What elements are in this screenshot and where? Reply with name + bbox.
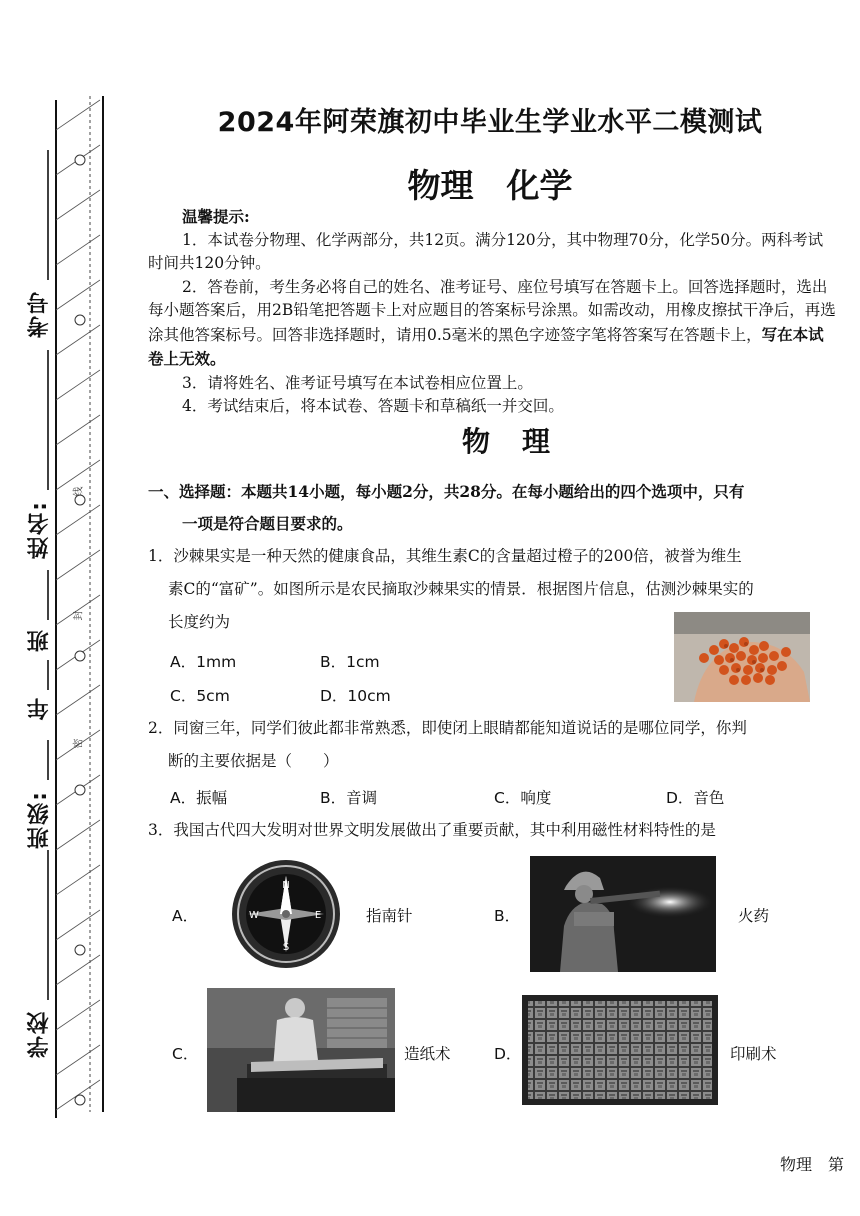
name-label: 姓名: <box>27 500 52 559</box>
tip-item-2 <box>148 276 838 372</box>
exam-title: 2024年阿荣旗初中毕业生学业水平二模测试 <box>217 107 763 138</box>
exam-number-label: 考号 <box>27 290 52 338</box>
question-1-line-3: 长度约为 <box>168 613 231 631</box>
q3-option-a-letter[interactable]: A． <box>172 907 199 925</box>
q3-option-d-label: 印刷术 <box>730 1045 777 1063</box>
compass-e: E <box>314 910 322 921</box>
class-char-label: 班 <box>27 628 52 652</box>
exam-subtitle: 物理 化学 <box>407 166 573 205</box>
q1-option-a[interactable]: A．1mm <box>170 653 237 671</box>
q2-option-a[interactable]: A．振幅 <box>170 789 228 807</box>
question-1-line-1: 1．沙棘果实是一种天然的健康食品，其维生素C的含量超过橙子的200倍，被誉为维生 <box>148 547 742 565</box>
class-label: 班级: <box>27 790 52 849</box>
q3-option-b-letter[interactable]: B． <box>494 907 521 925</box>
tip-item-3: 3．请将姓名、准考证号填写在本试卷相应位置上。 <box>182 373 533 392</box>
school-label: 学校 <box>27 1010 52 1058</box>
seal-mark-feng: 封 <box>73 610 85 621</box>
binding-lines <box>0 0 120 1216</box>
tip-item-2-emphasis: 写在本试卷上无效。 <box>148 324 824 368</box>
q2-option-b[interactable]: B．音调 <box>320 789 378 807</box>
page-footer: 物理 第 <box>780 1155 845 1174</box>
q1-option-d[interactable]: D．10cm <box>320 687 391 705</box>
part-one-line-1: 一、选择题：本题共14小题，每小题2分，共28分。在每小题给出的四个选项中，只有 <box>148 482 745 501</box>
tip-item-2-text: 2．答卷前，考生务必将自己的姓名、准考证号、座位号填写在答题卡上。回答选择题时，选出每小题答案后，用2B铅笔把答题卡上对应题目的答案标号涂黑。如需改动，用橡皮擦拭干净后，再选涂其他答案标号。回答非选择题时，请用0.5毫米的黑色字迹签字笔将答案写在答题卡上， <box>148 277 836 344</box>
q1-option-c[interactable]: C．5cm <box>170 687 230 705</box>
seal-mark-mi: 密 <box>73 738 85 749</box>
grade-char-label: 年 <box>27 696 52 720</box>
part-one-heading <box>148 476 838 540</box>
q2-option-d[interactable]: D．音色 <box>666 789 725 807</box>
compass-s: S <box>282 942 290 953</box>
seal-mark-xian: 线 <box>73 486 85 497</box>
part-one-line-2: 一项是符合题目要求的。 <box>182 514 353 533</box>
question-2-line-1: 2．同窗三年，同学们彼此都非常熟悉，即使闭上眼睛都能知道说话的是哪位同学，你判 <box>148 719 747 737</box>
question-3-line-1: 3．我国古代四大发明对世界文明发展做出了重要贡献，其中利用磁性材料特性的是 <box>148 821 716 839</box>
question-3 <box>148 814 838 847</box>
tips-heading: 温馨提示: <box>182 207 250 226</box>
compass-n: N <box>282 880 290 891</box>
binding-strip <box>0 0 120 1216</box>
tip-item-4: 4．考试结束后，将本试卷、答题卡和草稿纸一并交回。 <box>182 397 564 415</box>
question-2 <box>148 712 838 778</box>
compass-w: W <box>249 910 259 921</box>
q2-option-c[interactable]: C．响度 <box>494 789 552 807</box>
tips-block <box>148 205 838 419</box>
printing-image <box>522 995 718 1105</box>
compass-image <box>228 858 344 970</box>
gunpowder-image <box>530 856 716 972</box>
q1-option-b[interactable]: B．1cm <box>320 653 380 671</box>
papermaking-image <box>207 988 395 1112</box>
q3-option-d-letter[interactable]: D． <box>494 1045 522 1063</box>
question-2-line-2: 断的主要依据是（ ） <box>168 752 339 770</box>
q3-option-c-letter[interactable]: C． <box>172 1045 199 1063</box>
q3-option-b-label: 火药 <box>738 907 770 925</box>
q3-option-c-label: 造纸术 <box>404 1045 451 1063</box>
section-title: 物理 <box>461 425 582 458</box>
q3-option-a-label: 指南针 <box>366 907 413 925</box>
question-1-line-2: 素C的“富矿”。如图所示是农民摘取沙棘果实的情景．根据图片信息，估测沙棘果实的 <box>168 580 754 598</box>
tip-item-1: 1．本试卷分物理、化学两部分，共12页。满分120分，其中物理70分，化学50分。两科考试时间共120分钟。 <box>148 230 824 272</box>
sea-buckthorn-photo <box>674 612 810 702</box>
